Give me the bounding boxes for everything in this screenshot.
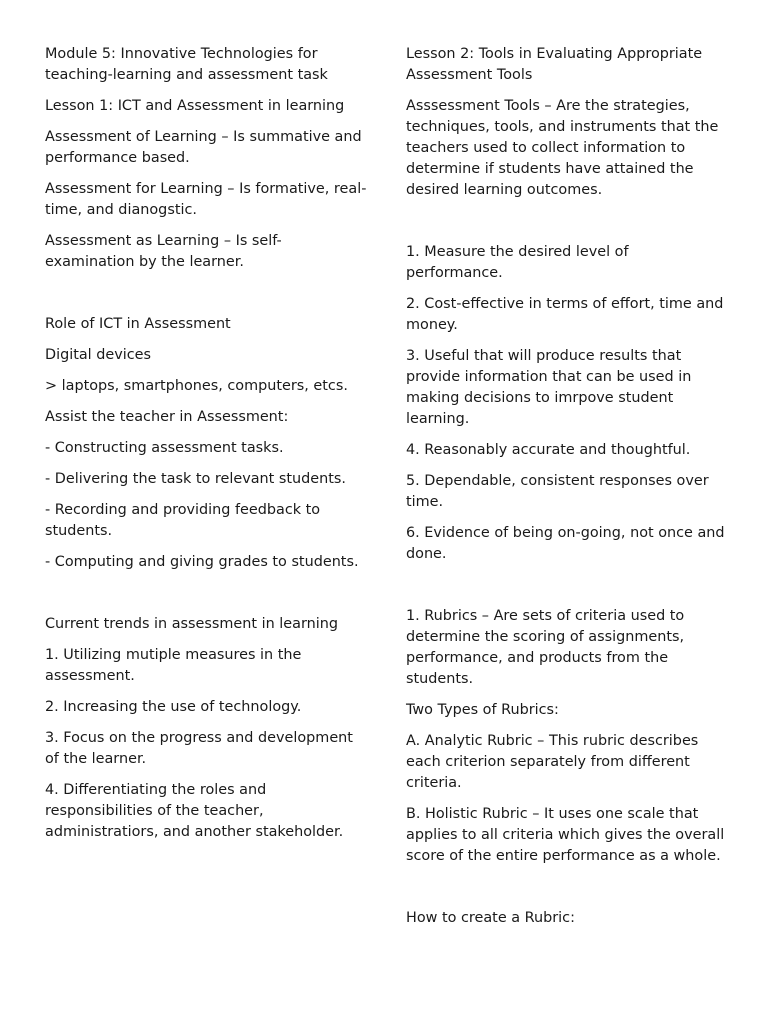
module-title: Module 5: Innovative Technologies for teaching-learning and assessment task <box>45 46 328 83</box>
criteria-item: 4. Reasonably accurate and thoughtful. <box>406 442 691 458</box>
lesson-1-heading: Lesson 1: ICT and Assessment in learning <box>45 98 345 114</box>
lesson-2-heading: Lesson 2: Tools in Evaluating Appropriate Assessment Tools <box>406 46 703 83</box>
rubrics-definition: 1. Rubrics – Are sets of criteria used to determine the scoring of assignments, performance, and products from the students. <box>406 608 685 687</box>
assist-teacher-heading: Assist the teacher in Assessment: <box>45 409 289 425</box>
current-trends-heading: Current trends in assessment in learning <box>45 616 339 632</box>
right-column <box>406 44 728 939</box>
spacer <box>406 575 728 606</box>
assessment-of-learning: Assessment of Learning – Is summative and performance based. <box>45 129 362 166</box>
spacer <box>45 583 367 614</box>
trend-item: 2. Increasing the use of technology. <box>45 699 302 715</box>
criteria-item: 3. Useful that will produce results that provide information that can be used in making decisions to imrpove student learning. <box>406 348 692 427</box>
spacer <box>406 877 728 908</box>
holistic-rubric: B. Holistic Rubric – It uses one scale that applies to all criteria which gives the overall score of the entire performance as a whole. <box>406 806 725 864</box>
criteria-item: 5. Dependable, consistent responses over time. <box>406 473 709 510</box>
trend-item: 3. Focus on the progress and development of the learner. <box>45 730 353 767</box>
assessment-as-learning: Assessment as Learning – Is self-examination by the learner. <box>45 233 282 270</box>
assist-item: - Computing and giving grades to students. <box>45 554 359 570</box>
digital-devices: Digital devices <box>45 347 152 363</box>
rubric-types-heading: Two Types of Rubrics: <box>406 702 559 718</box>
assist-item: - Delivering the task to relevant students. <box>45 471 346 487</box>
assist-item: - Recording and providing feedback to students. <box>45 502 321 539</box>
criteria-item: 1. Measure the desired level of performance. <box>406 244 629 281</box>
left-column <box>45 44 367 853</box>
criteria-item: 2. Cost-effective in terms of effort, time and money. <box>406 296 724 333</box>
assist-item: - Constructing assessment tasks. <box>45 440 284 456</box>
spacer <box>45 283 367 314</box>
analytic-rubric: A. Analytic Rubric – This rubric describes each criterion separately from different criteria. <box>406 733 699 791</box>
assessment-for-learning: Assessment for Learning – Is formative, real-time, and dianogstic. <box>45 181 367 218</box>
create-rubric-heading: How to create a Rubric: <box>406 910 575 926</box>
assessment-tools-definition: Asssessment Tools – Are the strategies, techniques, tools, and instruments that the teachers used to collect information to determine if students have attained the desired learning outcomes. <box>406 98 719 198</box>
role-of-ict-heading: Role of ICT in Assessment <box>45 316 231 332</box>
criteria-item: 6. Evidence of being on-going, not once and done. <box>406 525 725 562</box>
spacer <box>406 211 728 242</box>
trend-item: 4. Differentiating the roles and responsibilities of the teacher, administratiors, and another stakeholder. <box>45 782 344 840</box>
trend-item: 1. Utilizing mutiple measures in the assessment. <box>45 647 302 684</box>
device-list: > laptops, smartphones, computers, etcs. <box>45 378 348 394</box>
